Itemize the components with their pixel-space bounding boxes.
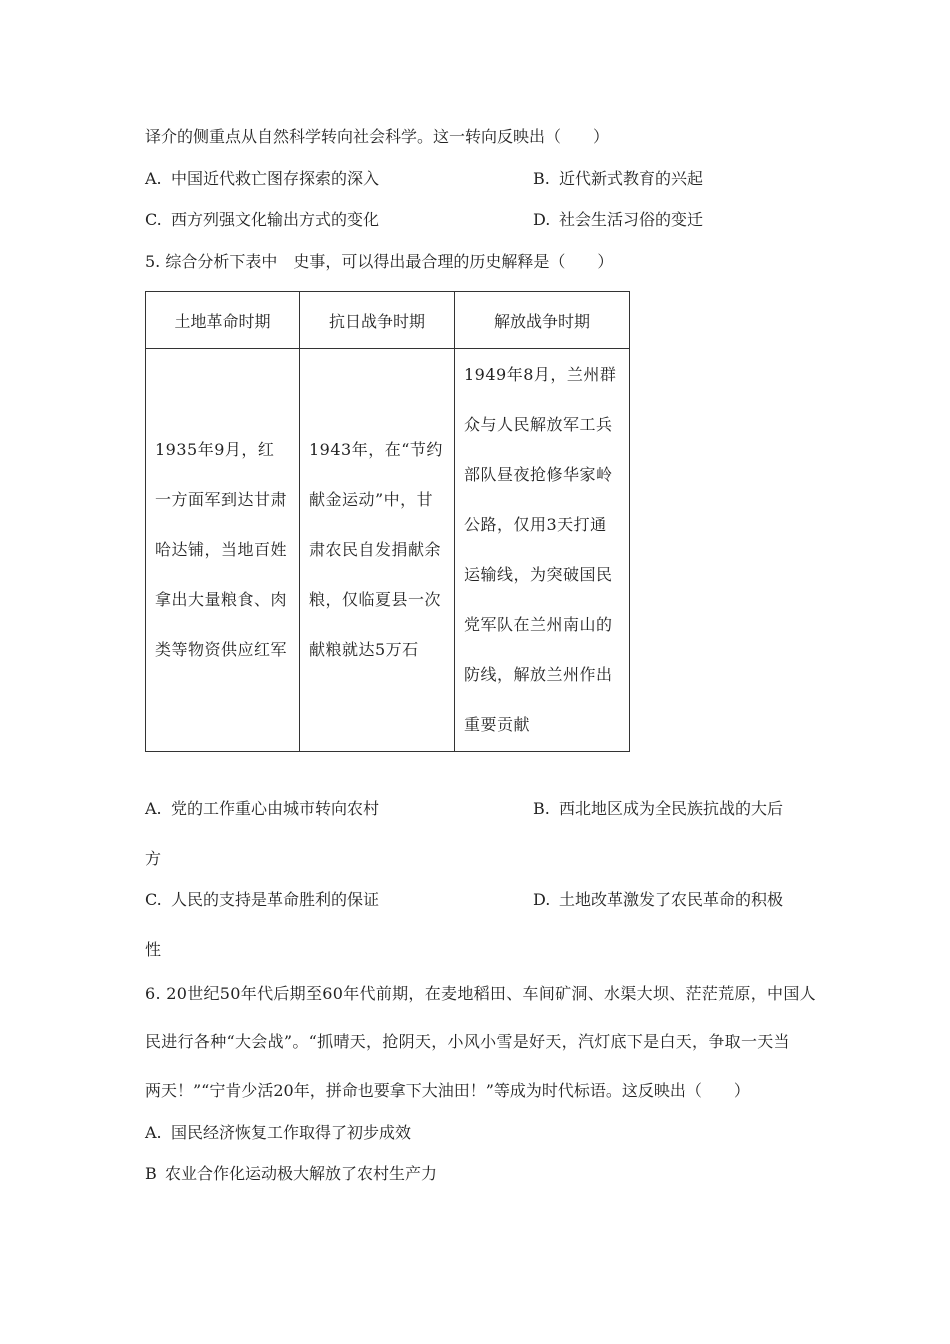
q4-option-c-text: 西方列强文化输出方式的变化: [171, 210, 380, 229]
q4-option-b-text: 近代新式教育的兴起: [559, 169, 704, 188]
q6-stem-line-1: 6. 20世纪50年代后期至60年代前期，在麦地稻田、车间矿洞、水渠大坝、茫茫荒原，中国人: [145, 984, 816, 1003]
q5-option-b-letter: B.: [533, 799, 550, 818]
q5-option-c-text: 人民的支持是革命胜利的保证: [171, 890, 380, 909]
cell-text: 1935年9月，红一方面军到达甘肃哈达铺，当地百姓拿出大量粮食、肉类等物资供应红军: [155, 440, 288, 659]
q4-option-c: [145, 210, 379, 230]
q4-option-b: [533, 169, 703, 189]
q5-option-d-wrap: 性: [145, 940, 162, 959]
table-header-row: [146, 292, 630, 349]
q4-option-d: [533, 210, 703, 230]
cell-text: 1949年8月，兰州群众与人民解放军工兵部队昼夜抢修华家岭公路，仅用3天打通运输线，为突破国民党军队在兰州南山的防线，解放兰州作出重要贡献: [464, 365, 617, 734]
q4-option-c-letter: C.: [145, 210, 162, 229]
table-cell-land-revolution: [146, 349, 300, 752]
q5-option-c: [145, 890, 379, 910]
table-cell-anti-japanese-war: [300, 349, 455, 752]
q5-option-d-text: 土地改革激发了农民革命的积极: [559, 890, 784, 909]
table-header-land-revolution: 土地革命时期: [146, 292, 300, 349]
q6-option-b: [145, 1164, 437, 1184]
q6-stem-line-3: 两天！”“宁肯少活20年，拼命也要拿下大油田！”等成为时代标语。这反映出（ ）: [145, 1081, 750, 1100]
q4-option-d-letter: D.: [533, 210, 551, 229]
table-header-liberation-war: 解放战争时期: [455, 292, 630, 349]
q4-option-d-text: 社会生活习俗的变迁: [559, 210, 704, 229]
table-header-anti-japanese-war: 抗日战争时期: [300, 292, 455, 349]
q6-option-a-text: 国民经济恢复工作取得了初步成效: [171, 1123, 412, 1142]
q6-option-a-letter: A.: [145, 1123, 162, 1142]
q4-option-b-letter: B.: [533, 169, 550, 188]
q5-option-d: [533, 890, 783, 910]
table-row: [146, 349, 630, 752]
q5-option-a-letter: A.: [145, 799, 162, 818]
q5-stem: 5. 综合分析下表中 史事，可以得出最合理的历史解释是（ ）: [145, 252, 614, 271]
q4-option-a-letter: A.: [145, 169, 162, 188]
q4-option-a: [145, 169, 379, 189]
q6-stem-line-2: 民进行各种“大会战”。“抓晴天，抢阴天，小风小雪是好天，汽灯底下是白天，争取一天当: [145, 1032, 790, 1051]
q6-option-a: [145, 1123, 411, 1143]
q5-option-b: [533, 799, 783, 819]
q5-option-b-text: 西北地区成为全民族抗战的大后: [559, 799, 784, 818]
q6-option-b-letter: B: [145, 1164, 157, 1183]
q5-history-table: [145, 291, 630, 752]
q5-option-a: [145, 799, 379, 819]
q4-option-a-text: 中国近代救亡图存探索的深入: [171, 169, 380, 188]
table-cell-liberation-war: [455, 349, 630, 752]
q5-option-a-text: 党的工作重心由城市转向农村: [171, 799, 380, 818]
cell-text: 1943年，在“节约献金运动”中，甘肃农民自发捐献余粮，仅临夏县一次献粮就达5万石: [309, 440, 443, 659]
q5-option-c-letter: C.: [145, 890, 162, 909]
q5-option-d-letter: D.: [533, 890, 551, 909]
q5-option-b-wrap: 方: [145, 849, 162, 868]
q6-option-b-text: 农业合作化运动极大解放了农村生产力: [165, 1164, 438, 1183]
q4-stem-continuation: 译介的侧重点从自然科学转向社会科学。这一转向反映出（ ）: [145, 127, 610, 146]
